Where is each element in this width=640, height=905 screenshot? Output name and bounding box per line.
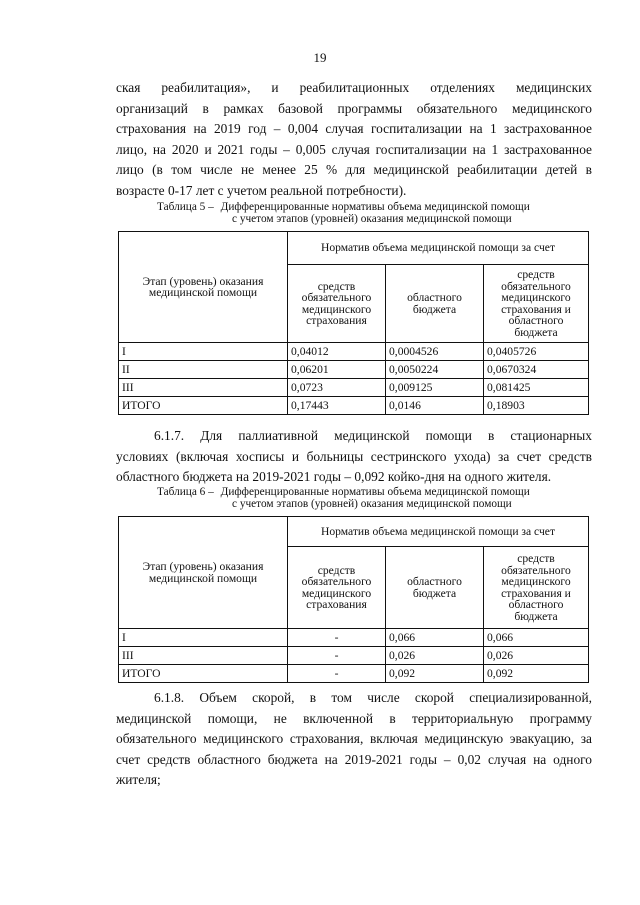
total-cell: 0,081425 <box>484 379 589 397</box>
total-cell: 0,092 <box>484 665 589 683</box>
table6-caption-line2: с учетом этапов (уровней) оказания медицинской помощи <box>232 498 512 510</box>
table6-header-stage: Этап (уровень) оказания медицинской помощи <box>119 517 288 629</box>
page-number: 19 <box>313 50 327 65</box>
table5-header-oms: средств обязательного медицинского страхования <box>288 265 386 343</box>
oms-cell: 0,04012 <box>288 343 386 361</box>
table6-header-budget: областного бюджета <box>386 547 484 629</box>
text-line: 6.1.8. Объем скорой, в том числе скорой специализированной, <box>154 690 592 705</box>
text-line: лицо, на 2020 и 2021 годы – 0,005 случая госпитализации на 1 застрахованное <box>116 141 592 157</box>
stage-cell: I <box>119 629 288 647</box>
oms-cell: - <box>288 647 386 665</box>
text-line: лицо (в том числе не менее 25 % для медицинской реабилитации детей в <box>116 162 592 177</box>
table6-caption-2 <box>232 498 512 510</box>
text-line: 6.1.7. Для паллиативной медицинской помощи в стационарных <box>154 428 592 443</box>
table6-caption-line1: Дифференцированные нормативы объема медицинской помощи <box>220 486 530 498</box>
stage-cell: III <box>119 379 288 397</box>
budget-cell: 0,0004526 <box>386 343 484 361</box>
text-line: жителя; <box>116 772 161 787</box>
table5-header-group: Норматив объема медицинской помощи за счет <box>288 232 589 265</box>
table5-caption-line1: Дифференцированные нормативы объема медицинской помощи <box>220 201 530 213</box>
table-row <box>119 343 589 361</box>
budget-cell: 0,0146 <box>386 397 484 415</box>
table6-header-total: средств обязательного медицинского страхования и областного бюджета <box>484 547 589 629</box>
paragraph-palliative <box>116 426 592 488</box>
stage-cell: II <box>119 361 288 379</box>
paragraph-rehabilitation <box>116 78 592 201</box>
total-cell: 0,026 <box>484 647 589 665</box>
text-line: медицинской помощи, не включенной в территориальную программу <box>116 710 592 726</box>
table-row <box>119 665 589 683</box>
stage-cell: III <box>119 647 288 665</box>
table5-caption-prefix: Таблица 5 – <box>157 201 214 213</box>
table5-caption <box>157 201 530 213</box>
text-line: ская реабилитация», и реабилитационных отделениях медицинских <box>116 80 592 95</box>
text-line: страхования на 2019 год – 0,004 случая госпитализации на 1 застрахованное <box>116 121 592 136</box>
budget-cell: 0,026 <box>386 647 484 665</box>
table5-caption-2 <box>232 213 512 225</box>
oms-cell: - <box>288 629 386 647</box>
budget-cell: 0,0050224 <box>386 361 484 379</box>
budget-cell: 0,092 <box>386 665 484 683</box>
oms-cell: 0,17443 <box>288 397 386 415</box>
budget-cell: 0,066 <box>386 629 484 647</box>
table6-header-oms: средств обязательного медицинского страхования <box>288 547 386 629</box>
table5-header-total: средств обязательного медицинского страхования и областного бюджета <box>484 265 589 343</box>
text-line: организаций в рамках базовой программы обязательного медицинского <box>116 100 592 116</box>
budget-cell: 0,009125 <box>386 379 484 397</box>
table5 <box>118 231 589 415</box>
text-line: счет средств областного бюджета на 2019-2021 годы – 0,02 случая на одного <box>116 751 592 767</box>
table5-header-stage: Этап (уровень) оказания медицинской помощи <box>119 232 288 343</box>
table6 <box>118 516 589 683</box>
table6-caption <box>157 486 530 498</box>
table5-header-budget: областного бюджета <box>386 265 484 343</box>
text-line: обязательного медицинского страхования, включая медицинскую эвакуацию, за <box>116 731 592 746</box>
table5-caption-line2: с учетом этапов (уровней) оказания медицинской помощи <box>232 213 512 225</box>
total-cell: 0,066 <box>484 629 589 647</box>
stage-cell: ИТОГО <box>119 665 288 683</box>
total-cell: 0,18903 <box>484 397 589 415</box>
stage-cell: I <box>119 343 288 361</box>
table6-caption-prefix: Таблица 6 – <box>157 486 214 498</box>
table-row <box>119 647 589 665</box>
table-row <box>119 629 589 647</box>
paragraph-ambulance <box>116 688 592 791</box>
oms-cell: 0,0723 <box>288 379 386 397</box>
table-row <box>119 361 589 379</box>
total-cell: 0,0405726 <box>484 343 589 361</box>
oms-cell: - <box>288 665 386 683</box>
text-line: условиях (включая хосписы и больницы сестринского ухода) за счет средств <box>116 448 592 464</box>
table6-header-group: Норматив объема медицинской помощи за счет <box>288 517 589 547</box>
oms-cell: 0,06201 <box>288 361 386 379</box>
table-row <box>119 397 589 415</box>
stage-cell: ИТОГО <box>119 397 288 415</box>
text-line: областного бюджета на 2019-2021 годы – 0,092 койко-дня на одного жителя. <box>116 469 552 484</box>
table-row <box>119 379 589 397</box>
text-line: возрасте 0-17 лет с учетом реальной потребности). <box>116 182 407 198</box>
total-cell: 0,0670324 <box>484 361 589 379</box>
